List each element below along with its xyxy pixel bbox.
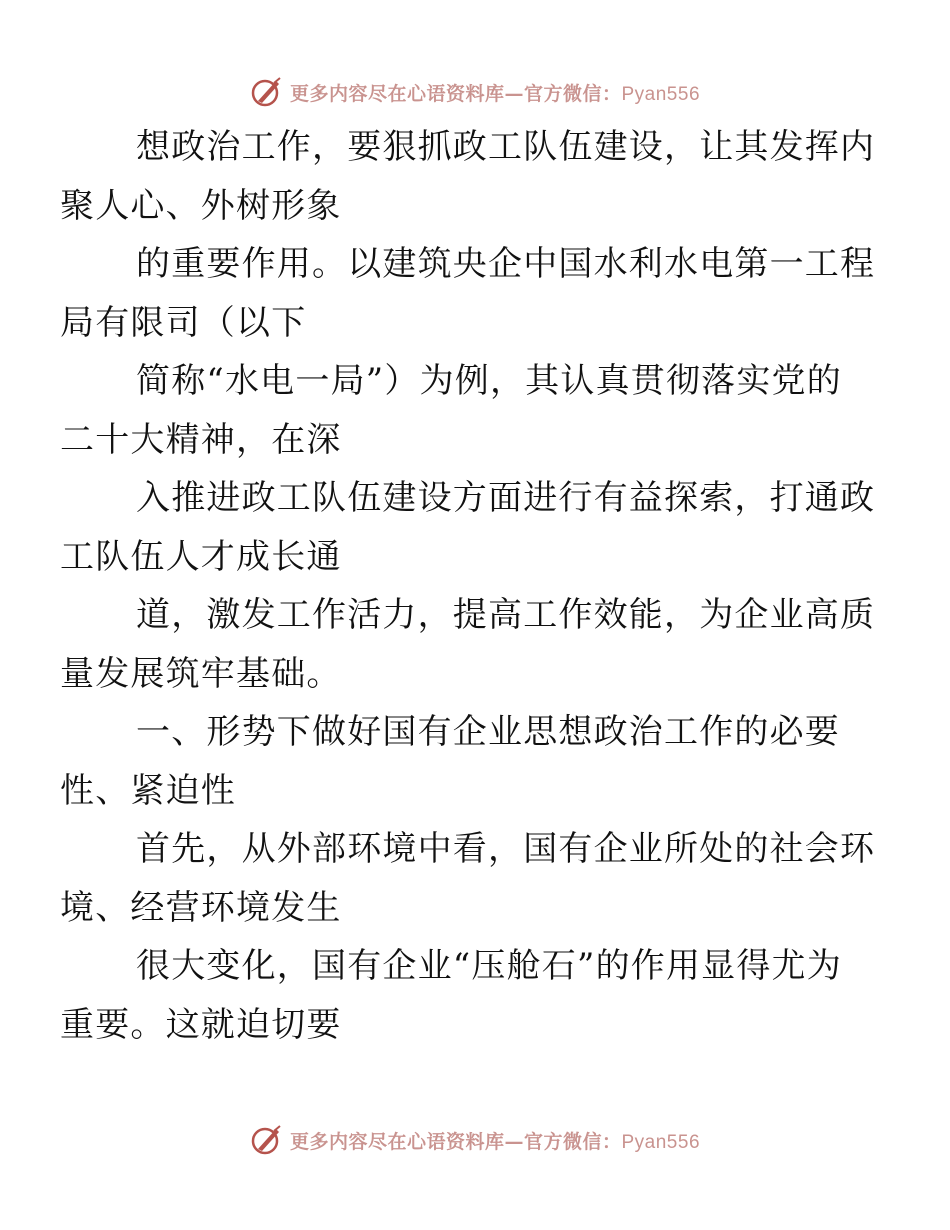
body-line: 二十大精神，在深 — [60, 419, 342, 460]
body-line: 想政治工作，要狠抓政工队伍建设，让其发挥内 — [136, 127, 876, 167]
watermark-text: 更多内容尽在心语资料库—官方微信：Pyan556 — [289, 1130, 701, 1153]
body-line: 工队伍人才成长通 — [60, 536, 342, 577]
body-line: 很大变化，国有企业“压舱石”的作用显得尤为 — [136, 946, 842, 986]
section-heading: 一、形势下做好国有企业思想政治工作的必要 — [136, 712, 840, 752]
body-line: 的重要作用。以建筑央企中国水利水电第一工程 — [136, 244, 876, 284]
watermark-account: Pyan556 — [621, 83, 701, 105]
header-watermark — [0, 72, 950, 112]
body-line: 首先，从外部环境中看，国有企业所处的社会环 — [136, 829, 876, 869]
body-line: 重要。这就迫切要 — [60, 1004, 342, 1045]
body-line: 简称“水电一局”）为例，其认真贯彻落实党的 — [136, 361, 842, 401]
quill-logo-icon — [250, 75, 284, 109]
watermark-account: Pyan556 — [621, 1131, 701, 1153]
body-line: 境、经营环境发生 — [60, 887, 342, 928]
body-line: 入推进政工队伍建设方面进行有益探索，打通政 — [136, 478, 876, 518]
body-line: 道，激发工作活力，提高工作效能，为企业高质 — [136, 595, 876, 635]
watermark-text: 更多内容尽在心语资料库—官方微信：Pyan556 — [289, 82, 701, 105]
body-line: 局有限司（以下 — [60, 302, 307, 343]
body-line: 聚人心、外树形象 — [60, 185, 342, 226]
document-body — [60, 118, 876, 1054]
footer-watermark — [0, 1120, 950, 1160]
section-heading-continued: 性、紧迫性 — [60, 770, 236, 811]
body-line: 量发展筑牢基础。 — [60, 653, 342, 694]
quill-logo-icon — [250, 1123, 284, 1157]
